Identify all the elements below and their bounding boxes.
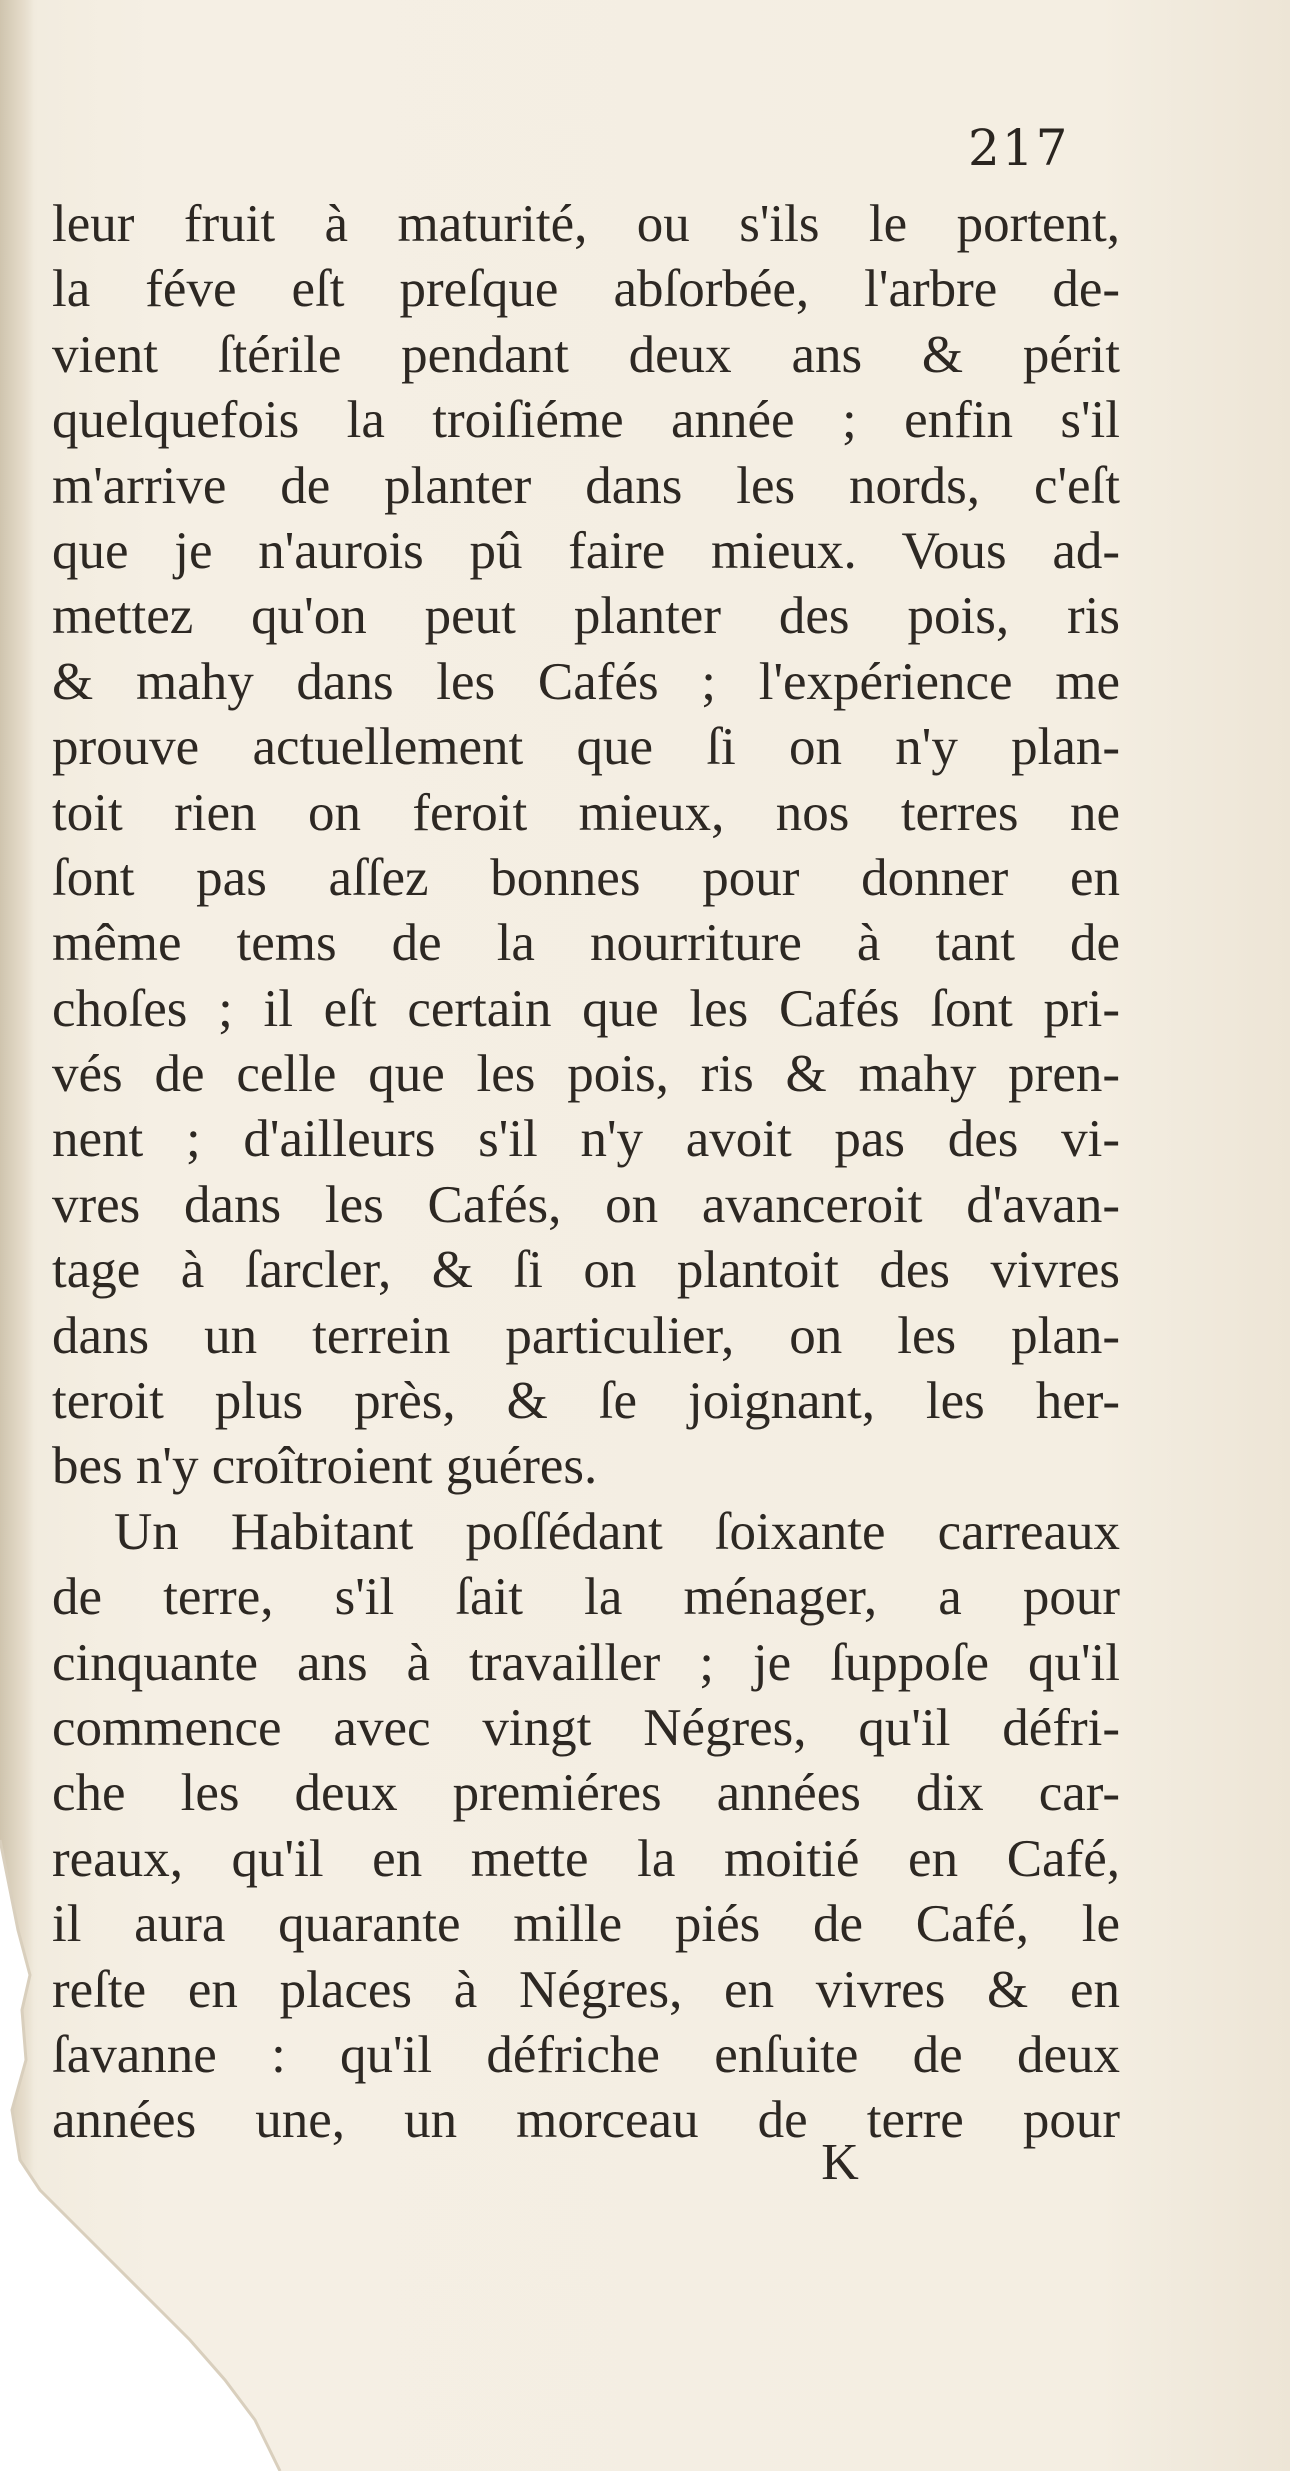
text-line: mettez qu'on peut planter des pois, ris [52, 587, 1120, 646]
text-line: quelquefois la troiſiéme année ; enfin s'il [52, 391, 1120, 450]
body-text [52, 192, 1120, 2154]
text-line: nent ; d'ailleurs s'il n'y avoit pas des vi- [52, 1110, 1120, 1169]
text-line: vres dans les Cafés, on avanceroit d'avan- [52, 1175, 1120, 1234]
text-line: ſont pas aſſez bonnes pour donner en [52, 848, 1120, 907]
text-line: que je n'aurois pû faire mieux. Vous ad- [52, 521, 1120, 580]
text-line: de terre, s'il ſait la ménager, a pour [52, 1568, 1120, 1627]
text-line: leur fruit à maturité, ou s'ils le portent, [52, 195, 1120, 253]
text-line: il aura quarante mille piés de Café, le [52, 1895, 1120, 1954]
text-line: tage à ſarcler, & ſi on plantoit des vivres [52, 1241, 1120, 1300]
text-line: ſavanne : qu'il défriche enſuite de deux [52, 2025, 1120, 2084]
text-line: reſte en places à Négres, en vivres & en [52, 1960, 1120, 2019]
page-number: 217 [968, 119, 1070, 177]
text-line: Un Habitant poſſédant ſoixante carreaux [114, 1502, 1120, 1561]
text-line: dans un terrein particulier, on les plan- [52, 1306, 1120, 1365]
text-line: la féve eſt preſque abſorbée, l'arbre de- [52, 260, 1120, 319]
text-line: cinquante ans à travailler ; je ſuppoſe qu'il [52, 1633, 1120, 1692]
text-line: che les deux premiéres années dix car- [52, 1764, 1120, 1823]
signature-mark: K [821, 2134, 859, 2191]
text-line: toit rien on feroit mieux, nos terres ne [52, 783, 1120, 842]
text-line: teroit plus près, & ſe joignant, les her- [52, 1372, 1120, 1431]
text-line: & mahy dans les Cafés ; l'expérience me [52, 652, 1120, 711]
text-line: bes n'y croîtroient guéres. [52, 1437, 598, 1496]
text-line: choſes ; il eſt certain que les Cafés ſont pri- [52, 979, 1120, 1038]
text-line: m'arrive de planter dans les nords, c'eſt [52, 456, 1120, 515]
text-line: vient ſtérile pendant deux ans & périt [52, 325, 1120, 384]
text-line: prouve actuellement que ſi on n'y plan- [52, 718, 1120, 777]
text-line: commence avec vingt Négres, qu'il défri- [52, 1698, 1120, 1757]
text-line: même tems de la nourriture à tant de [52, 914, 1120, 973]
text-line: vés de celle que les pois, ris & mahy pren- [52, 1045, 1120, 1104]
text-line: années une, un morceau de terre pour [52, 2091, 1120, 2150]
text-line: reaux, qu'il en mette la moitié en Café, [52, 1829, 1120, 1888]
